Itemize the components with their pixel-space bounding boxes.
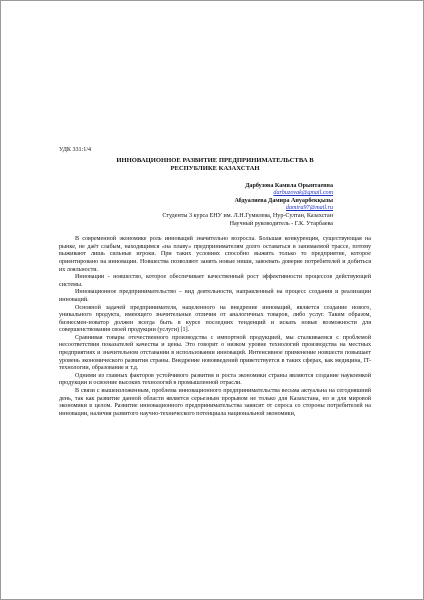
author-name: Абдуалиева Дамира Ануарбекқызы (234, 197, 333, 204)
paper-title-line: ИННОВАЦИОННОЕ РАЗВИТИЕ ПРЕДПРИНИМАТЕЛЬСТВА В (116, 156, 314, 164)
body-paragraph: В современной экономике роль инноваций значительно возросла. Большая конкуренция, существующая на рынке, не даёт слабым, находящимся «на плаву» предпринимателям долго оставаться в занимаемой трассе, потому выживают лишь сильные игроки. При таких условиях способно выжить только то предприятие, которое ориентировано на инновации. Новшества позволяют занять новые ниши, завоевать доверие потребителей и добиться их лояльности. (59, 236, 371, 273)
affiliation: Студенты 3 курса ЕНУ им. Л.Н.Гумилева, Нур-Султан, Казахстан (162, 212, 333, 219)
author-name: Дарбузова Камила Орынтаевна (245, 182, 333, 189)
document-content (59, 147, 371, 418)
author-2 (59, 198, 371, 213)
body-paragraph: Сравнивая товары отечественного производства с импортной продукцией, мы сталкиваемся с проблемой несоответствия показателей качества и цены. Это говорит о низком уровне технологий производства на местных предприятиях и значительном отставании в использовании инноваций. Интенсивное применение новшеств повышает уровень экономического развития страны. Внедрение нововведений приветствуется в таких сферах, как медицина, IT-технологии, образование и т.д. (59, 334, 371, 372)
body-paragraph: Инновационное предпринимательство – вид деятельности, направленный на процесс создания и реализации инноваций. (59, 289, 371, 303)
body-paragraph: Основной задачей предпринимателя, нацеленного на внедрение инноваций, является создание нового, уникального продукта, имеющего значительные отличия от аналогичных товаров, либо услуг. Таким образом, бизнесмен-новатор должен всегда быть в курсе последних тенденций и искать новые возможности для совершенствования своей продукции (услуги) [1]. (59, 304, 371, 334)
body-paragraph: Инновации - новшество, которое обеспечивает качественный рост эффективности процессов действующей системы. (59, 274, 371, 288)
udk-code: УДК 331:1/4 (59, 147, 92, 153)
paper-title-line: РЕСПУБЛИКЕ КАЗАХСТАН (170, 164, 260, 172)
paper-title (59, 157, 371, 173)
author-1 (59, 183, 371, 198)
author-email-link[interactable]: damira97@mail.ru (285, 205, 333, 212)
body-paragraph: Одними из главных факторов устойчивого развития и роста экономики страны являются создание наукоемкой продукции и освоение высоких технологий в промышленной отрасли. (59, 372, 371, 387)
author-email-link[interactable]: darbuzovak@gmail.com (273, 190, 333, 197)
supervisor: Научный руководитель - Г.К. Утарбаева (229, 220, 333, 227)
body-paragraph: В связи с вышеизложенным, проблема инновационного предпринимательства весьма актуальна на сегодняшний день, так как развитие данной области является серьезным прорывом не только для Казахстана, но и для мировой экономики в целом. Развитие инновационного предпринимательства зависит от спроса со стороны потребителей на инновации, наличия развитого научно-технического потенциала национальной экономики, (59, 388, 371, 417)
